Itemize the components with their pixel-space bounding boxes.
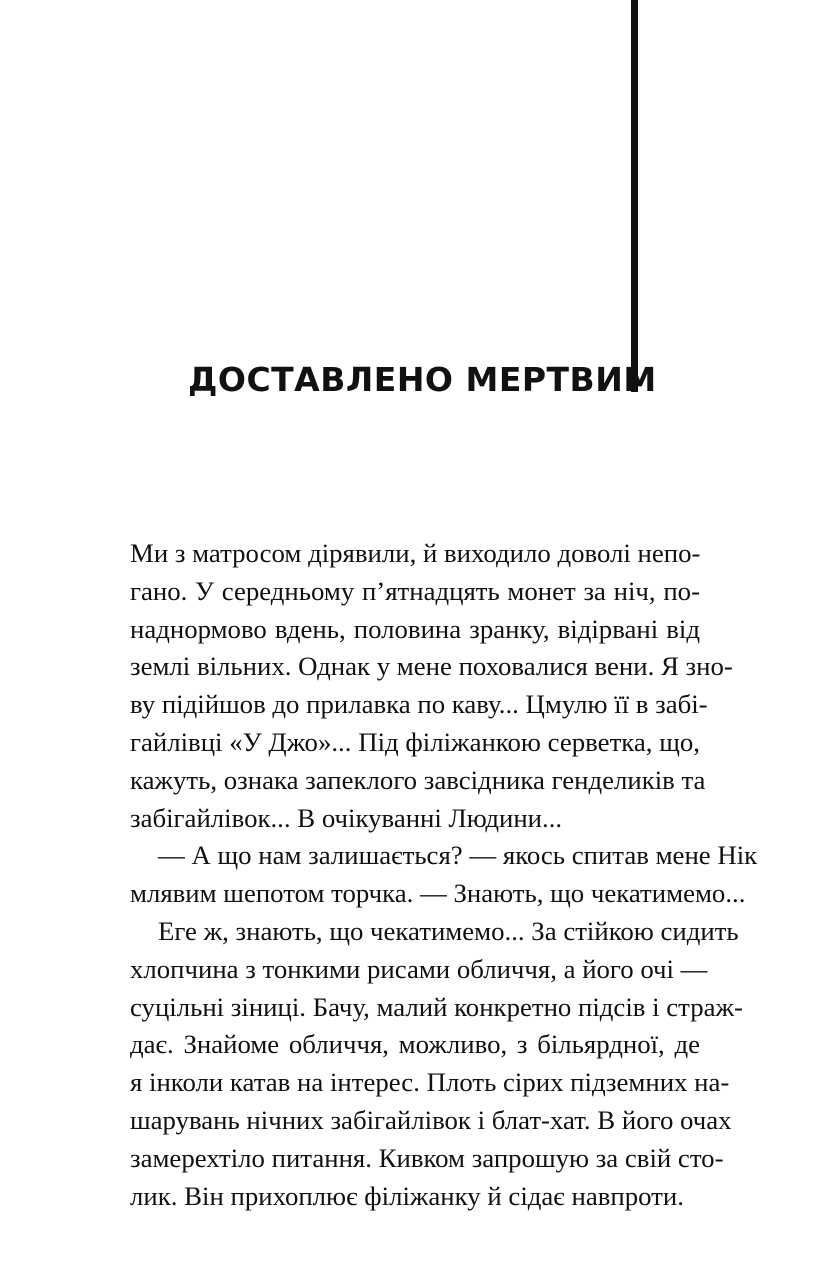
- text-line: млявим шепотом торчка. — Знають, що чекатимемо...: [130, 878, 746, 909]
- text-line: хлопчина з тонкими рисами обличчя, а його очі —: [130, 953, 708, 984]
- text-line: Еге ж, знають, що чекатимемо... За стійкою сидить: [158, 915, 739, 946]
- text-line: я інколи катав на інтерес. Плоть сірих підземних на-: [130, 1067, 730, 1098]
- text-line: наднормово вдень, половина зранку, відірвані від: [130, 613, 700, 644]
- text-line: лик. Він прихоплює філіжанку й сідає навпроти.: [130, 1180, 684, 1211]
- text-line: суцільні зіниці. Бачу, малий конкретно підсів і страж-: [130, 991, 743, 1022]
- text-line: землі вільних. Однак у мене поховалися вени. Я зно-: [130, 651, 733, 682]
- chapter-title: ДОСТАВЛЕНО МЕРТВИМ: [188, 360, 657, 399]
- text-line: замерехтіло питання. Кивком запрошую за свій сто-: [130, 1142, 724, 1173]
- text-line: гано. У середньому п’ятнадцять монет за ніч, по-: [130, 575, 700, 606]
- body-text: [130, 535, 758, 1215]
- text-line: кажуть, ознака запеклого завсідника генделиків та: [130, 764, 706, 795]
- text-line: ву підійшов до прилавка по каву... Цмулю її в забі-: [130, 689, 708, 720]
- chapter-vertical-rule: [631, 0, 638, 392]
- text-line: дає. Знайоме обличчя, можливо, з більярдної, де: [130, 1029, 700, 1060]
- text-line: — А що нам залишається? — якось спитав мене Нік: [158, 840, 758, 871]
- text-line: забігайлівок... В очікуванні Людини...: [130, 802, 563, 833]
- text-line: шарувань нічних забігайлівок і блат-хат. В його очах: [130, 1104, 732, 1135]
- text-line: Ми з матросом дірявили, й виходило доволі непо-: [130, 538, 701, 568]
- text-line: гайлівці «У Джо»... Під філіжанкою серветка, що,: [130, 726, 700, 757]
